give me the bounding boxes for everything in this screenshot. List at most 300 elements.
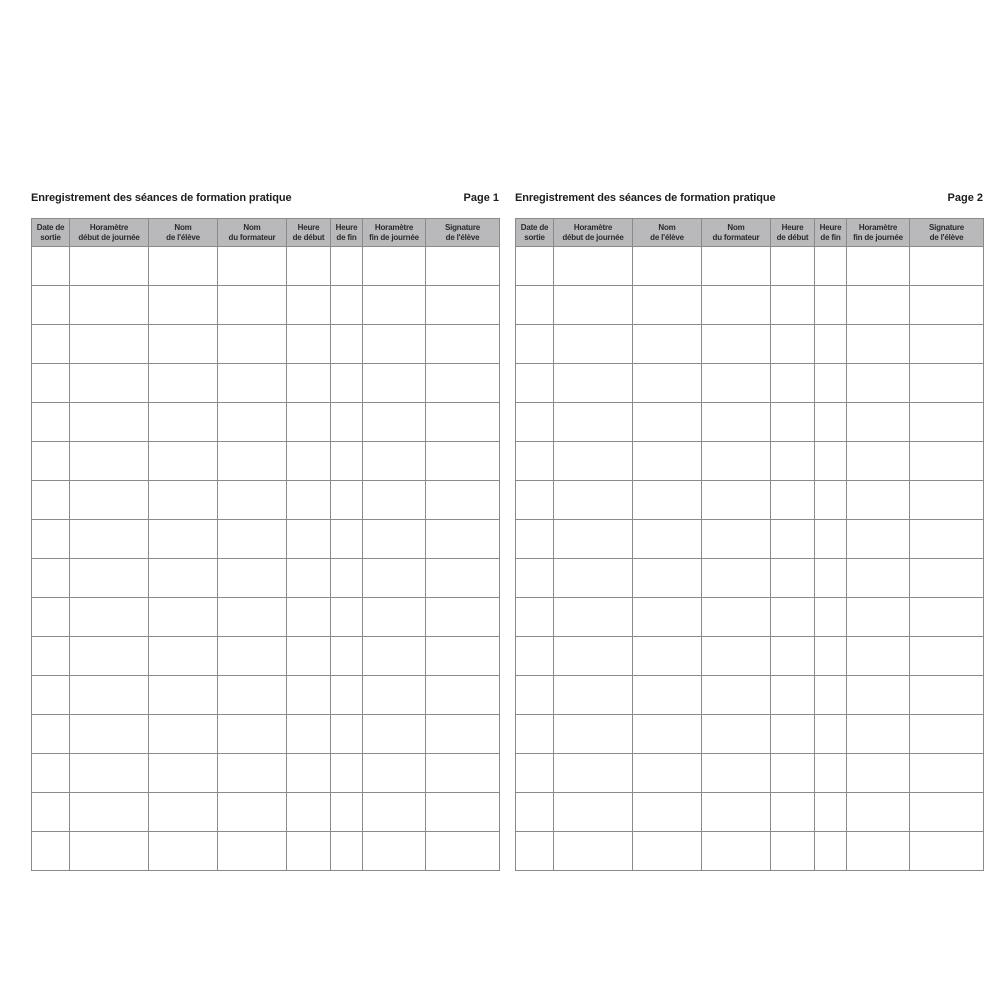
table-row <box>32 754 500 793</box>
table-row <box>516 442 984 481</box>
cell-end-time[interactable] <box>331 793 363 832</box>
cell-start-time[interactable] <box>287 520 331 559</box>
cell-end-time[interactable] <box>815 559 847 598</box>
cell-student-signature[interactable] <box>910 715 984 754</box>
cell-date[interactable] <box>32 598 70 637</box>
cell-student-signature[interactable] <box>426 637 500 676</box>
cell-student-signature[interactable] <box>426 520 500 559</box>
cell-hourmeter-end[interactable] <box>363 676 426 715</box>
cell-student-name[interactable] <box>633 364 702 403</box>
column-header-hourmeter-end: Horamètre fin de journée <box>363 219 426 247</box>
cell-date[interactable] <box>516 793 554 832</box>
cell-hourmeter-end[interactable] <box>363 520 426 559</box>
table-row <box>516 520 984 559</box>
cell-trainer-name[interactable] <box>702 637 771 676</box>
cell-start-time[interactable] <box>287 286 331 325</box>
cell-end-time[interactable] <box>331 520 363 559</box>
cell-date[interactable] <box>32 403 70 442</box>
table-row <box>516 676 984 715</box>
cell-hourmeter-start[interactable] <box>70 442 149 481</box>
column-header-student-name: Nom de l'élève <box>633 219 702 247</box>
cell-date[interactable] <box>516 481 554 520</box>
table-row <box>32 247 500 286</box>
sheet-title: Enregistrement des séances de formation pratique <box>515 192 776 204</box>
cell-hourmeter-end[interactable] <box>847 481 910 520</box>
cell-date[interactable] <box>516 520 554 559</box>
cell-end-time[interactable] <box>815 715 847 754</box>
cell-hourmeter-start[interactable] <box>554 403 633 442</box>
cell-start-time[interactable] <box>771 754 815 793</box>
table-row <box>32 481 500 520</box>
cell-start-time[interactable] <box>287 637 331 676</box>
log-sheet-page-1 <box>31 192 499 871</box>
cell-start-time[interactable] <box>287 403 331 442</box>
cell-end-time[interactable] <box>331 442 363 481</box>
header-row <box>32 219 500 247</box>
cell-hourmeter-end[interactable] <box>363 403 426 442</box>
table-row <box>516 637 984 676</box>
column-header-end-time: Heure de fin <box>815 219 847 247</box>
cell-hourmeter-start[interactable] <box>554 481 633 520</box>
cell-student-name[interactable] <box>633 715 702 754</box>
cell-student-name[interactable] <box>633 559 702 598</box>
table-row <box>32 676 500 715</box>
cell-hourmeter-end[interactable] <box>363 637 426 676</box>
table-row <box>32 364 500 403</box>
cell-student-name[interactable] <box>633 520 702 559</box>
cell-date[interactable] <box>32 325 70 364</box>
cell-student-signature[interactable] <box>426 364 500 403</box>
cell-date[interactable] <box>516 442 554 481</box>
cell-hourmeter-start[interactable] <box>554 637 633 676</box>
cell-date[interactable] <box>516 637 554 676</box>
cell-student-name[interactable] <box>149 520 218 559</box>
cell-student-signature[interactable] <box>426 481 500 520</box>
cell-hourmeter-end[interactable] <box>363 715 426 754</box>
cell-student-name[interactable] <box>633 637 702 676</box>
cell-hourmeter-start[interactable] <box>70 520 149 559</box>
cell-trainer-name[interactable] <box>702 364 771 403</box>
cell-student-signature[interactable] <box>426 715 500 754</box>
cell-hourmeter-end[interactable] <box>847 364 910 403</box>
cell-start-time[interactable] <box>771 442 815 481</box>
cell-student-signature[interactable] <box>426 442 500 481</box>
cell-student-name[interactable] <box>149 442 218 481</box>
cell-trainer-name[interactable] <box>218 364 287 403</box>
cell-hourmeter-start[interactable] <box>70 715 149 754</box>
cell-end-time[interactable] <box>815 325 847 364</box>
cell-student-name[interactable] <box>149 637 218 676</box>
cell-student-name[interactable] <box>633 598 702 637</box>
cell-hourmeter-end[interactable] <box>363 598 426 637</box>
cell-date[interactable] <box>32 676 70 715</box>
cell-student-name[interactable] <box>149 364 218 403</box>
cell-start-time[interactable] <box>287 598 331 637</box>
cell-trainer-name[interactable] <box>218 637 287 676</box>
column-header-start-time: Heure de début <box>771 219 815 247</box>
table-row <box>516 247 984 286</box>
cell-end-time[interactable] <box>815 442 847 481</box>
cell-trainer-name[interactable] <box>218 598 287 637</box>
cell-hourmeter-end[interactable] <box>847 676 910 715</box>
cell-trainer-name[interactable] <box>702 325 771 364</box>
cell-end-time[interactable] <box>815 793 847 832</box>
cell-trainer-name[interactable] <box>218 715 287 754</box>
cell-hourmeter-end[interactable] <box>847 715 910 754</box>
cell-student-signature[interactable] <box>426 403 500 442</box>
cell-hourmeter-end[interactable] <box>363 832 426 871</box>
cell-trainer-name[interactable] <box>218 676 287 715</box>
table-row <box>32 403 500 442</box>
cell-student-name[interactable] <box>149 325 218 364</box>
cell-student-name[interactable] <box>633 793 702 832</box>
cell-end-time[interactable] <box>331 325 363 364</box>
cell-start-time[interactable] <box>287 715 331 754</box>
cell-hourmeter-end[interactable] <box>847 403 910 442</box>
cell-hourmeter-start[interactable] <box>554 559 633 598</box>
cell-hourmeter-start[interactable] <box>70 481 149 520</box>
cell-hourmeter-end[interactable] <box>363 364 426 403</box>
cell-student-name[interactable] <box>149 754 218 793</box>
cell-start-time[interactable] <box>771 637 815 676</box>
table-row <box>32 598 500 637</box>
cell-student-name[interactable] <box>149 793 218 832</box>
cell-end-time[interactable] <box>331 403 363 442</box>
cell-date[interactable] <box>32 247 70 286</box>
cell-end-time[interactable] <box>815 598 847 637</box>
cell-start-time[interactable] <box>771 481 815 520</box>
cell-date[interactable] <box>32 715 70 754</box>
cell-student-signature[interactable] <box>910 403 984 442</box>
cell-student-name[interactable] <box>149 247 218 286</box>
cell-student-signature[interactable] <box>910 520 984 559</box>
cell-trainer-name[interactable] <box>218 754 287 793</box>
column-header-hourmeter-end: Horamètre fin de journée <box>847 219 910 247</box>
cell-student-signature[interactable] <box>426 559 500 598</box>
cell-student-name[interactable] <box>633 832 702 871</box>
table-row <box>516 403 984 442</box>
cell-hourmeter-end[interactable] <box>847 325 910 364</box>
cell-hourmeter-end[interactable] <box>847 793 910 832</box>
cell-start-time[interactable] <box>771 325 815 364</box>
cell-date[interactable] <box>516 286 554 325</box>
cell-end-time[interactable] <box>331 676 363 715</box>
cell-trainer-name[interactable] <box>702 442 771 481</box>
cell-hourmeter-end[interactable] <box>363 247 426 286</box>
cell-student-name[interactable] <box>149 559 218 598</box>
column-header-hourmeter-start: Horamètre début de journée <box>554 219 633 247</box>
cell-hourmeter-start[interactable] <box>70 403 149 442</box>
cell-student-signature[interactable] <box>426 832 500 871</box>
cell-end-time[interactable] <box>815 364 847 403</box>
cell-trainer-name[interactable] <box>218 481 287 520</box>
cell-end-time[interactable] <box>331 481 363 520</box>
column-header-student-signature: Signature de l'élève <box>910 219 984 247</box>
cell-hourmeter-end[interactable] <box>847 442 910 481</box>
cell-hourmeter-start[interactable] <box>554 832 633 871</box>
cell-end-time[interactable] <box>331 286 363 325</box>
cell-date[interactable] <box>32 481 70 520</box>
cell-date[interactable] <box>516 715 554 754</box>
cell-start-time[interactable] <box>771 286 815 325</box>
cell-hourmeter-start[interactable] <box>70 832 149 871</box>
cell-end-time[interactable] <box>331 598 363 637</box>
cell-trainer-name[interactable] <box>218 832 287 871</box>
cell-student-name[interactable] <box>149 598 218 637</box>
table-row <box>32 793 500 832</box>
table-row <box>516 325 984 364</box>
cell-hourmeter-end[interactable] <box>847 559 910 598</box>
cell-start-time[interactable] <box>287 442 331 481</box>
cell-trainer-name[interactable] <box>702 559 771 598</box>
cell-student-signature[interactable] <box>910 754 984 793</box>
cell-hourmeter-end[interactable] <box>847 832 910 871</box>
cell-student-name[interactable] <box>149 715 218 754</box>
cell-start-time[interactable] <box>771 364 815 403</box>
cell-trainer-name[interactable] <box>702 832 771 871</box>
cell-trainer-name[interactable] <box>702 247 771 286</box>
cell-end-time[interactable] <box>331 754 363 793</box>
cell-end-time[interactable] <box>331 247 363 286</box>
cell-start-time[interactable] <box>287 325 331 364</box>
cell-hourmeter-start[interactable] <box>70 325 149 364</box>
cell-student-signature[interactable] <box>910 247 984 286</box>
cell-start-time[interactable] <box>287 247 331 286</box>
cell-hourmeter-start[interactable] <box>70 559 149 598</box>
training-log-table <box>515 218 984 871</box>
cell-student-name[interactable] <box>149 403 218 442</box>
cell-date[interactable] <box>32 364 70 403</box>
cell-end-time[interactable] <box>815 637 847 676</box>
cell-start-time[interactable] <box>287 832 331 871</box>
cell-hourmeter-end[interactable] <box>847 754 910 793</box>
cell-student-signature[interactable] <box>910 793 984 832</box>
cell-start-time[interactable] <box>771 247 815 286</box>
cell-student-signature[interactable] <box>910 559 984 598</box>
cell-student-name[interactable] <box>633 676 702 715</box>
cell-trainer-name[interactable] <box>702 793 771 832</box>
column-header-hourmeter-start: Horamètre début de journée <box>70 219 149 247</box>
cell-student-name[interactable] <box>633 754 702 793</box>
cell-hourmeter-start[interactable] <box>554 754 633 793</box>
cell-trainer-name[interactable] <box>218 559 287 598</box>
cell-hourmeter-end[interactable] <box>847 247 910 286</box>
cell-hourmeter-end[interactable] <box>847 598 910 637</box>
table-row <box>516 754 984 793</box>
cell-hourmeter-end[interactable] <box>847 520 910 559</box>
table-row <box>516 481 984 520</box>
cell-hourmeter-start[interactable] <box>70 364 149 403</box>
cell-trainer-name[interactable] <box>218 520 287 559</box>
cell-trainer-name[interactable] <box>702 676 771 715</box>
cell-hourmeter-start[interactable] <box>70 598 149 637</box>
cell-start-time[interactable] <box>771 715 815 754</box>
cell-start-time[interactable] <box>771 403 815 442</box>
table-row <box>32 286 500 325</box>
cell-trainer-name[interactable] <box>218 286 287 325</box>
cell-hourmeter-end[interactable] <box>363 442 426 481</box>
cell-trainer-name[interactable] <box>702 403 771 442</box>
cell-date[interactable] <box>32 559 70 598</box>
cell-hourmeter-end[interactable] <box>363 325 426 364</box>
cell-student-signature[interactable] <box>426 286 500 325</box>
cell-date[interactable] <box>32 442 70 481</box>
cell-student-signature[interactable] <box>426 793 500 832</box>
cell-start-time[interactable] <box>287 793 331 832</box>
column-header-end-time: Heure de fin <box>331 219 363 247</box>
cell-hourmeter-end[interactable] <box>363 286 426 325</box>
cell-end-time[interactable] <box>815 247 847 286</box>
table-row <box>32 715 500 754</box>
cell-student-signature[interactable] <box>910 325 984 364</box>
cell-date[interactable] <box>32 286 70 325</box>
cell-trainer-name[interactable] <box>218 442 287 481</box>
cell-student-signature[interactable] <box>910 598 984 637</box>
cell-date[interactable] <box>32 520 70 559</box>
cell-hourmeter-start[interactable] <box>70 793 149 832</box>
cell-student-signature[interactable] <box>426 247 500 286</box>
cell-student-name[interactable] <box>149 676 218 715</box>
cell-hourmeter-end[interactable] <box>363 754 426 793</box>
cell-hourmeter-start[interactable] <box>554 676 633 715</box>
cell-end-time[interactable] <box>815 832 847 871</box>
cell-start-time[interactable] <box>771 832 815 871</box>
cell-date[interactable] <box>32 754 70 793</box>
cell-hourmeter-start[interactable] <box>554 325 633 364</box>
cell-student-name[interactable] <box>633 442 702 481</box>
column-header-start-time: Heure de début <box>287 219 331 247</box>
cell-student-name[interactable] <box>149 286 218 325</box>
cell-hourmeter-start[interactable] <box>70 676 149 715</box>
cell-student-signature[interactable] <box>426 676 500 715</box>
column-header-date: Date de sortie <box>516 219 554 247</box>
cell-end-time[interactable] <box>331 832 363 871</box>
column-header-student-name: Nom de l'élève <box>149 219 218 247</box>
cell-date[interactable] <box>516 598 554 637</box>
cell-student-name[interactable] <box>633 325 702 364</box>
cell-start-time[interactable] <box>287 559 331 598</box>
cell-end-time[interactable] <box>331 715 363 754</box>
cell-start-time[interactable] <box>771 559 815 598</box>
cell-student-signature[interactable] <box>910 286 984 325</box>
cell-end-time[interactable] <box>815 286 847 325</box>
cell-student-name[interactable] <box>149 481 218 520</box>
cell-student-signature[interactable] <box>910 364 984 403</box>
cell-date[interactable] <box>32 637 70 676</box>
cell-hourmeter-start[interactable] <box>554 247 633 286</box>
cell-hourmeter-start[interactable] <box>554 715 633 754</box>
cell-start-time[interactable] <box>771 676 815 715</box>
training-log-table <box>31 218 500 871</box>
cell-hourmeter-start[interactable] <box>554 442 633 481</box>
cell-student-signature[interactable] <box>910 676 984 715</box>
sheet-title: Enregistrement des séances de formation pratique <box>31 192 292 204</box>
cell-student-signature[interactable] <box>910 637 984 676</box>
cell-trainer-name[interactable] <box>218 403 287 442</box>
cell-hourmeter-start[interactable] <box>554 520 633 559</box>
cell-date[interactable] <box>516 676 554 715</box>
cell-trainer-name[interactable] <box>218 247 287 286</box>
page-number: Page 1 <box>463 192 499 204</box>
table-row <box>32 832 500 871</box>
cell-hourmeter-start[interactable] <box>70 286 149 325</box>
column-header-student-signature: Signature de l'élève <box>426 219 500 247</box>
cell-trainer-name[interactable] <box>702 520 771 559</box>
cell-student-name[interactable] <box>633 403 702 442</box>
cell-student-name[interactable] <box>633 481 702 520</box>
cell-hourmeter-start[interactable] <box>70 754 149 793</box>
cell-trainer-name[interactable] <box>702 754 771 793</box>
cell-hourmeter-end[interactable] <box>847 286 910 325</box>
cell-start-time[interactable] <box>287 481 331 520</box>
cell-student-signature[interactable] <box>910 442 984 481</box>
cell-end-time[interactable] <box>815 520 847 559</box>
cell-student-signature[interactable] <box>426 754 500 793</box>
cell-student-signature[interactable] <box>426 598 500 637</box>
cell-hourmeter-start[interactable] <box>554 793 633 832</box>
cell-hourmeter-start[interactable] <box>70 637 149 676</box>
cell-start-time[interactable] <box>771 520 815 559</box>
cell-trainer-name[interactable] <box>218 793 287 832</box>
cell-hourmeter-end[interactable] <box>363 793 426 832</box>
cell-end-time[interactable] <box>815 481 847 520</box>
cell-date[interactable] <box>516 754 554 793</box>
cell-date[interactable] <box>32 832 70 871</box>
sheet-header <box>515 192 983 218</box>
table-row <box>32 442 500 481</box>
cell-hourmeter-start[interactable] <box>70 247 149 286</box>
cell-student-signature[interactable] <box>910 832 984 871</box>
cell-end-time[interactable] <box>815 754 847 793</box>
header-row <box>516 219 984 247</box>
cell-date[interactable] <box>516 247 554 286</box>
cell-trainer-name[interactable] <box>702 481 771 520</box>
cell-student-name[interactable] <box>633 286 702 325</box>
cell-trainer-name[interactable] <box>702 715 771 754</box>
cell-hourmeter-start[interactable] <box>554 598 633 637</box>
cell-end-time[interactable] <box>815 403 847 442</box>
cell-start-time[interactable] <box>771 598 815 637</box>
cell-date[interactable] <box>516 364 554 403</box>
cell-trainer-name[interactable] <box>702 598 771 637</box>
cell-date[interactable] <box>516 325 554 364</box>
cell-date[interactable] <box>516 832 554 871</box>
cell-date[interactable] <box>32 793 70 832</box>
cell-date[interactable] <box>516 559 554 598</box>
cell-student-name[interactable] <box>633 247 702 286</box>
cell-start-time[interactable] <box>287 364 331 403</box>
cell-hourmeter-end[interactable] <box>847 637 910 676</box>
cell-hourmeter-end[interactable] <box>363 481 426 520</box>
cell-hourmeter-start[interactable] <box>554 286 633 325</box>
cell-trainer-name[interactable] <box>702 286 771 325</box>
cell-trainer-name[interactable] <box>218 325 287 364</box>
cell-end-time[interactable] <box>331 637 363 676</box>
cell-student-signature[interactable] <box>426 325 500 364</box>
cell-hourmeter-start[interactable] <box>554 364 633 403</box>
cell-start-time[interactable] <box>771 793 815 832</box>
table-row <box>516 715 984 754</box>
cell-date[interactable] <box>516 403 554 442</box>
cell-end-time[interactable] <box>815 676 847 715</box>
cell-student-signature[interactable] <box>910 481 984 520</box>
cell-end-time[interactable] <box>331 364 363 403</box>
cell-student-name[interactable] <box>149 832 218 871</box>
cell-end-time[interactable] <box>331 559 363 598</box>
cell-start-time[interactable] <box>287 676 331 715</box>
cell-hourmeter-end[interactable] <box>363 559 426 598</box>
cell-start-time[interactable] <box>287 754 331 793</box>
